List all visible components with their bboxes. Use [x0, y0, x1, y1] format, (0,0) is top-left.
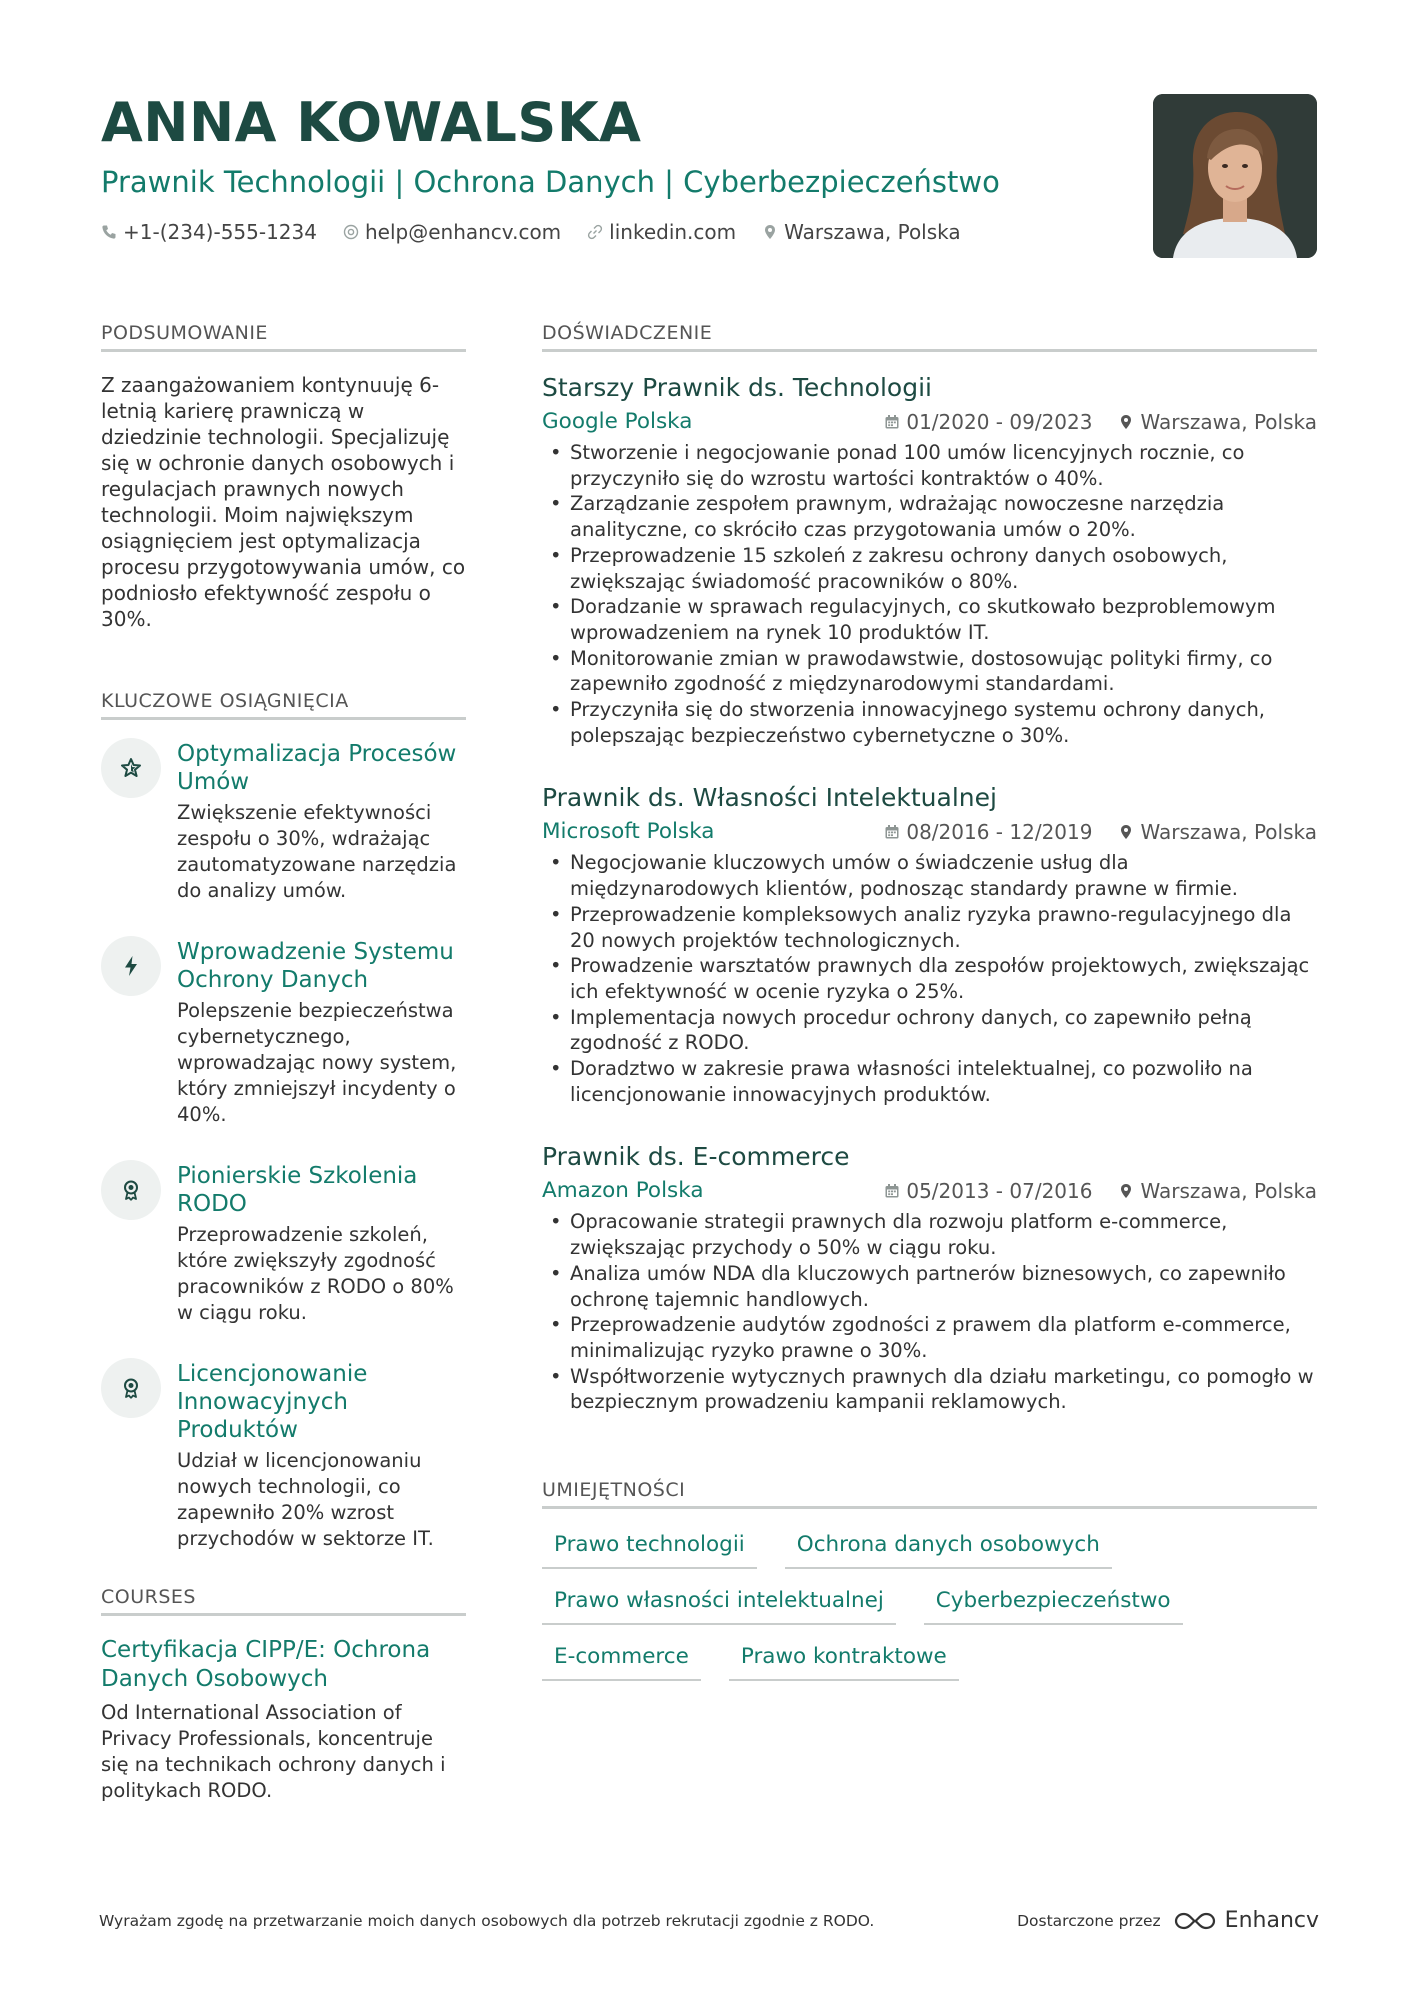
phone-number: +1-(234)-555-1234 [123, 220, 317, 244]
profile-photo [1153, 94, 1317, 258]
summary-text: Z zaangażowaniem kontynuuję 6-letnią karierę prawniczą w dziedzinie technologii. Specjalizuję się w ochronie danych osobowych i regulacjach prawnych nowych technologii. Moim największym osiągnięciem jest optymalizacja procesu przygotowywania umów, co podniosło efektywność zespołu o 30%. [101, 373, 466, 631]
brand-logo[interactable] [1173, 1908, 1319, 1933]
job-dates [884, 410, 1092, 434]
course-title: Certyfikacja CIPP/E: Ochrona Danych Osobowych [101, 1637, 431, 1692]
experience-heading: DOŚWIADCZENIE [542, 322, 1317, 352]
job-meta [542, 818, 1317, 846]
location-pin-icon [1118, 824, 1134, 840]
skill-tag: E-commerce [542, 1643, 701, 1681]
achievement-description: Zwiększenie efektywności zespołu o 30%, wdrażając zautomatyzowane narzędzia do analizy umów. [177, 801, 457, 902]
skills-section [542, 1479, 1317, 1681]
infinity-logo-icon [1173, 1910, 1217, 1932]
job-dates [884, 1179, 1092, 1203]
dates-text: 01/2020 - 09/2023 [906, 410, 1093, 434]
contact-email[interactable] [343, 218, 561, 246]
contact-info [101, 218, 1321, 246]
achievement-description: Przeprowadzenie szkoleń, które zwiększyły zgodność pracowników z RODO o 80% w ciągu roku. [177, 1223, 454, 1324]
skills-heading: UMIEJĘTNOŚCI [542, 1479, 1317, 1509]
skill-tag: Prawo kontraktowe [729, 1643, 959, 1681]
calendar-icon [884, 1183, 900, 1199]
achievement-title: Optymalizacja Procesów Umów [177, 741, 457, 795]
bullet-item: • Monitorowanie zmian w prawodawstwie, dostosowując polityki firmy, co zapewniło zgodność z międzynarodowymi standardami. [542, 646, 1317, 697]
summary-heading: PODSUMOWANIE [101, 322, 466, 352]
location-pin-icon [762, 224, 778, 240]
location-text: Warszawa, Polska [1140, 1179, 1317, 1204]
experience-section [542, 322, 1317, 1415]
bullet-item: • Stworzenie i negocjowanie ponad 100 umów licencyjnych rocznie, co przyczyniło się do wzrostu wartości kontraktów o 40%. [542, 440, 1317, 491]
achievement-title: Pionierskie Szkolenia RODO [177, 1163, 418, 1217]
contact-linkedin[interactable] [587, 218, 736, 246]
achievements-section [101, 690, 466, 1552]
achievement-icon-badge [101, 1358, 161, 1418]
bullet-item: • Doradztwo w zakresie prawa własności intelektualnej, co pozwoliło na licencjonowanie innowacyjnych produktów. [542, 1056, 1317, 1107]
course-description: Od International Association of Privacy Professionals, koncentruje się na technikach ochrony danych i politykach RODO. [101, 1701, 446, 1802]
left-column [101, 322, 466, 1804]
award-icon [119, 1178, 143, 1202]
bullet-item: • Implementacja nowych procedur ochrony danych, co zapewniło pełną zgodność z RODO. [542, 1005, 1317, 1056]
bolt-icon [119, 954, 143, 978]
bullet-item: • Negocjowanie kluczowych umów o świadczenie usług dla międzynarodowych klientów, podnosząc standardy prawne w firmie. [542, 850, 1317, 901]
job-meta [542, 408, 1317, 436]
email-address[interactable]: help@enhancv.com [364, 220, 562, 244]
location-text: Warszawa, Polska [1140, 820, 1317, 845]
job-title: Prawnik ds. E-commerce [542, 1142, 850, 1172]
skill-tag: Prawo własności intelektualnej [542, 1587, 896, 1625]
achievement-description: Polepszenie bezpieczeństwa cybernetycznego, wprowadzając nowy system, który zmniejszył incydenty o 40%. [177, 999, 457, 1126]
award-icon [119, 1376, 143, 1400]
star-icon [119, 756, 143, 780]
location-pin-icon [1118, 1183, 1134, 1199]
skill-tag: Cyberbezpieczeństwo [924, 1587, 1183, 1625]
skills-list [542, 1531, 1317, 1681]
dates-text: 08/2016 - 12/2019 [906, 820, 1093, 845]
page-footer [99, 1908, 1319, 1933]
bullet-item: • Przeprowadzenie 15 szkoleń z zakresu ochrony danych osobowych, zwiększając świadomość pracowników o 80%. [542, 543, 1317, 594]
achievement-item [101, 1360, 466, 1552]
powered-by-label: Dostarczone przez [1017, 1911, 1161, 1930]
brand-name: Enhancv [1224, 1908, 1319, 1933]
job-title: Prawnik ds. Własności Intelektualnej [542, 783, 997, 813]
courses-heading: COURSES [101, 1586, 466, 1616]
candidate-headline: Prawnik Technologii | Ochrona Danych | Cyberbezpieczeństwo [101, 165, 1000, 199]
achievement-item [101, 740, 466, 904]
job-dates [884, 820, 1092, 844]
bullet-item: • Analiza umów NDA dla kluczowych partnerów biznesowych, co zapewniło ochronę tajemnic handlowych. [542, 1261, 1317, 1312]
achievement-icon-badge [101, 936, 161, 996]
bullet-item: • Współtworzenie wytycznych prawnych dla działu marketingu, co pomogło w bezpiecznym prowadzeniu kampanii reklamowych. [542, 1364, 1317, 1415]
achievement-description: Udział w licencjonowaniu nowych technologii, co zapewniło 20% wzrost przychodów w sektorze IT. [177, 1449, 434, 1550]
location-text: Warszawa, Polska [1140, 410, 1317, 434]
achievement-item [101, 938, 466, 1128]
company-name: Amazon Polska [542, 1178, 704, 1204]
linkedin-link[interactable]: linkedin.com [609, 220, 737, 244]
bullet-item: • Prowadzenie warsztatów prawnych dla zespołów projektowych, zwiększając ich efektywność w ocenie ryzyka o 25%. [542, 953, 1317, 1004]
candidate-name: ANNA KOWALSKA [101, 91, 642, 154]
job-title: Starszy Prawnik ds. Technologii [542, 373, 932, 402]
achievement-item [101, 1162, 466, 1326]
contact-location [762, 218, 961, 246]
bullet-item: • Zarządzanie zespołem prawnym, wdrażając nowoczesne narzędzia analityczne, co skróciło czas przygotowania umów o 20%. [542, 491, 1317, 542]
link-icon [587, 224, 603, 240]
at-icon [343, 224, 359, 240]
skill-tag: Ochrona danych osobowych [785, 1531, 1112, 1569]
job-bullets [542, 440, 1317, 748]
bullet-item: • Przeprowadzenie kompleksowych analiz ryzyka prawno-regulacyjnego dla 20 nowych projektów technologicznych. [542, 902, 1317, 953]
bullet-item: • Opracowanie strategii prawnych dla rozwoju platform e-commerce, zwiększając przychody o 50% w ciągu roku. [542, 1209, 1317, 1260]
summary-section [101, 322, 466, 632]
job-bullets [542, 850, 1317, 1107]
job-entry [542, 782, 1317, 1107]
location-pin-icon [1118, 414, 1134, 430]
contact-phone [101, 218, 317, 246]
courses-section [101, 1586, 466, 1804]
phone-icon [101, 224, 117, 240]
achievements-heading: KLUCZOWE OSIĄGNIĘCIA [101, 690, 466, 720]
job-location [1118, 410, 1317, 434]
bullet-item: • Doradzanie w sprawach regulacyjnych, co skutkowało bezproblemowym wprowadzeniem na rynek 10 produktów IT. [542, 594, 1317, 645]
achievement-icon-badge [101, 1160, 161, 1220]
achievement-title: Wprowadzenie Systemu Ochrony Danych [177, 939, 454, 993]
calendar-icon [884, 414, 900, 430]
job-meta [542, 1177, 1317, 1205]
job-bullets [542, 1209, 1317, 1415]
job-entry [542, 1141, 1317, 1415]
powered-by [1017, 1908, 1319, 1933]
resume-header [101, 88, 1321, 246]
location-text: Warszawa, Polska [784, 220, 961, 244]
skill-tag: Prawo technologii [542, 1531, 757, 1569]
company-name: Microsoft Polska [542, 819, 715, 845]
achievement-title: Licencjonowanie Innowacyjnych Produktów [177, 1361, 368, 1443]
achievement-icon-badge [101, 738, 161, 798]
right-column [542, 322, 1317, 1681]
job-entry [542, 372, 1317, 748]
consent-text: Wyrażam zgodę na przetwarzanie moich danych osobowych dla potrzeb rekrutacji zgodnie z RODO. [99, 1911, 875, 1930]
job-location [1118, 820, 1317, 844]
calendar-icon [884, 824, 900, 840]
company-name: Google Polska [542, 409, 693, 434]
bullet-item: • Przyczyniła się do stworzenia innowacyjnego systemu ochrony danych, polepszając bezpieczeństwo cybernetyczne o 30%. [542, 697, 1317, 748]
bullet-item: • Przeprowadzenie audytów zgodności z prawem dla platform e-commerce, minimalizując ryzyko prawne o 30%. [542, 1312, 1317, 1363]
job-location [1118, 1179, 1317, 1203]
dates-text: 05/2013 - 07/2016 [906, 1179, 1093, 1204]
portrait-image [1153, 94, 1317, 258]
